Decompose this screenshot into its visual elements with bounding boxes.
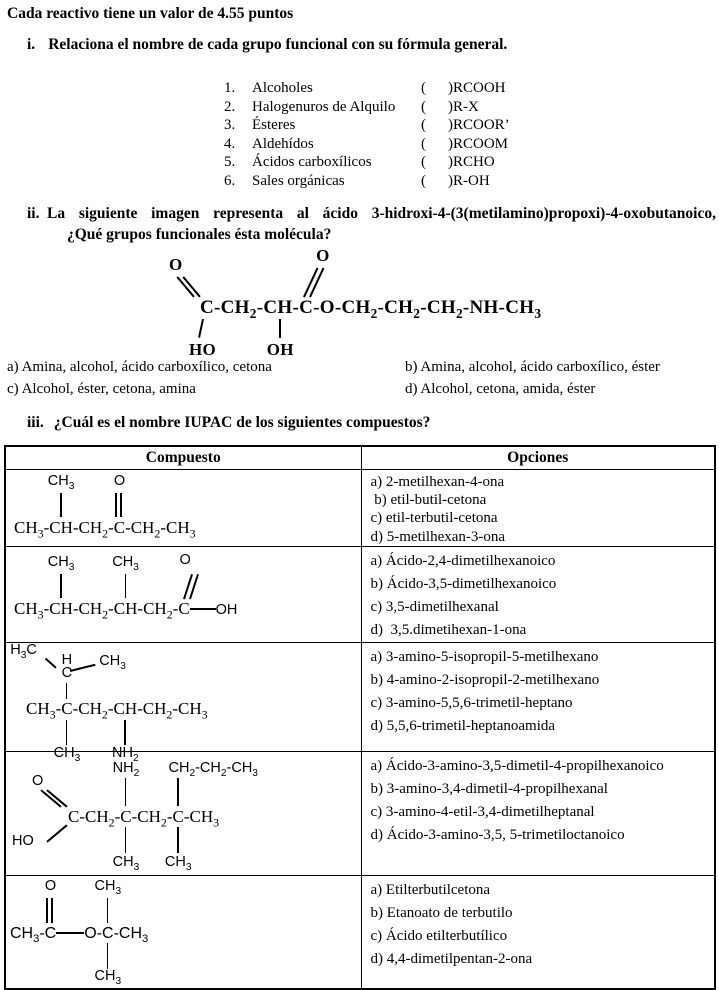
q2-option-c[interactable]: c) Alcohol, éster, cetona, amina xyxy=(7,381,196,397)
bond xyxy=(125,574,127,598)
option[interactable]: b) Etanoato de terbutilo xyxy=(370,904,513,921)
q2-prompt-line2: ¿Qué grupos funcionales ésta molécula? xyxy=(67,226,332,243)
option[interactable]: a) Ácido-3-amino-3,5-dimetil-4-propilhexanoico xyxy=(370,757,664,774)
amine-label: $NH_2$ xyxy=(112,744,139,764)
table-header-row xyxy=(5,446,715,470)
q1-number: i. xyxy=(27,36,36,53)
q2-molecule xyxy=(160,243,620,357)
q1-heading xyxy=(27,36,507,54)
atom-ch xyxy=(47,473,75,538)
formula-segment: C xyxy=(102,924,114,942)
atom-c2 xyxy=(299,246,330,318)
compound-3-structure xyxy=(10,641,208,764)
match-formula: )RCOOM xyxy=(448,135,509,152)
match-number: 6. xyxy=(224,172,236,189)
answer-blank[interactable]: ( xyxy=(421,172,426,189)
q2-prompt-line1: La siguiente imagen representa al ácido 3-hidroxi-4-(3(metilamino)propoxi)-4-oxobutanoico, xyxy=(47,205,716,222)
ho-label: HO xyxy=(12,832,34,849)
q2-option-d[interactable]: d) Alcohol, cetona, amida, éster xyxy=(405,381,596,397)
match-name: Aldehídos xyxy=(252,135,314,152)
bond xyxy=(66,683,68,699)
formula-segment: $-CH_2-$ xyxy=(72,698,114,722)
q1-prompt: Relaciona el nombre de cada grupo funcional con su fórmula general. xyxy=(48,36,508,53)
formula-segment: $-CH_3$ xyxy=(183,806,220,830)
methyl-label: $CH_3$ xyxy=(112,853,140,873)
match-number: 2. xyxy=(224,98,236,115)
isopropyl-c-label: C xyxy=(61,664,73,681)
formula-segment: - xyxy=(292,297,300,318)
methyl-label: $CH_3$ xyxy=(164,853,192,873)
compound-cell-2 xyxy=(5,546,361,642)
answer-blank[interactable]: ( xyxy=(421,98,426,115)
page-title: Cada reactivo tiene un valor de 4.55 puntos xyxy=(7,5,294,22)
q3-number: iii. xyxy=(27,414,44,431)
table-row xyxy=(5,470,715,547)
atom-ch xyxy=(263,297,294,359)
o-label: O xyxy=(113,473,126,489)
bond xyxy=(51,898,53,923)
formula-segment: C xyxy=(61,698,73,718)
bond xyxy=(66,720,68,745)
atom-ch xyxy=(112,553,139,619)
o-label: O xyxy=(179,551,191,568)
option[interactable]: a) 2-metilhexan-4-ona xyxy=(370,474,505,490)
bond xyxy=(70,664,96,672)
methyl-label: $CH_3$ xyxy=(47,553,75,573)
q3-heading xyxy=(27,414,430,432)
formula-segment: C xyxy=(200,297,215,318)
formula-segment: $CH_3-$ xyxy=(26,698,62,722)
q2-number: ii. xyxy=(27,205,40,222)
options-cell-3 xyxy=(361,642,715,751)
q2-option-a[interactable]: a) Amina, alcohol, ácido carboxílico, cetona xyxy=(7,359,272,375)
match-name: Alcoholes xyxy=(252,80,313,96)
formula-segment: C xyxy=(172,806,184,826)
bond xyxy=(279,319,281,338)
bond xyxy=(107,943,109,969)
match-row xyxy=(224,98,510,117)
formula-segment: C xyxy=(113,518,126,537)
formula-segment: $-CH_2-CH_3$ xyxy=(137,698,208,722)
formula-segment: O- xyxy=(84,924,103,942)
formula-segment: $-CH_2-$ xyxy=(72,518,114,541)
formula-segment: $-O-CH_2-CH_2-CH_2-NH-CH_3$ xyxy=(313,297,542,321)
propyl-label: $CH_2-CH_2-CH_3$ xyxy=(168,759,258,779)
atom-c xyxy=(44,877,57,944)
compound-1-structure xyxy=(14,473,196,543)
atom-c xyxy=(178,551,191,619)
match-row xyxy=(224,153,510,172)
methyl-label: $CH_3$ xyxy=(53,744,81,764)
compound-2-structure xyxy=(14,551,238,624)
compound-cell-1 xyxy=(5,470,361,547)
iupac-table xyxy=(4,445,716,990)
h-label: H xyxy=(61,651,73,668)
match-formula: )R-OH xyxy=(448,172,490,189)
formula-segment: CH xyxy=(113,598,138,618)
bond xyxy=(60,574,62,598)
match-name: Halogenuros de Alquilo xyxy=(252,98,396,115)
formula-segment: $CH_3-$ xyxy=(14,598,50,622)
option[interactable]: b) 4-amino-2-isopropil-2-metilhexano xyxy=(370,671,600,688)
option[interactable]: d) 4,4-dimetilpentan-2-ona xyxy=(370,950,533,967)
oh-label: OH xyxy=(215,601,238,618)
formula-segment: $-CH_2-$ xyxy=(214,297,264,321)
bond xyxy=(124,720,126,745)
option[interactable]: c) 3-amino-5,5,6-trimetil-heptano xyxy=(370,694,573,711)
formula-segment: C xyxy=(178,598,190,618)
option[interactable]: d) 5,5,6-trimetil-heptanoamida xyxy=(370,717,556,734)
compound-cell-3 xyxy=(5,641,361,764)
formula-segment: CH xyxy=(49,598,73,618)
methyl-label: $CH_3$ xyxy=(94,877,122,897)
match-formula: )RCOOR’ xyxy=(448,117,510,134)
formula-segment: C xyxy=(68,806,80,826)
compound-cell-5 xyxy=(5,875,361,989)
match-row xyxy=(224,135,510,154)
formula-segment: C xyxy=(44,924,57,942)
formula-segment: CH xyxy=(113,698,138,718)
methyl-label: $CH_3$ xyxy=(47,473,75,492)
formula-segment: $CH_3-$ xyxy=(14,518,50,541)
options-cell-2 xyxy=(361,546,715,642)
answer-blank[interactable]: ( xyxy=(421,154,426,171)
option[interactable]: c) Ácido etilterbutílico xyxy=(370,927,508,944)
option[interactable]: b) etil-butil-cetona xyxy=(370,492,487,509)
match-name: Ésteres xyxy=(252,117,296,134)
options-cell-5 xyxy=(361,875,715,989)
bond xyxy=(125,778,127,806)
bond xyxy=(60,493,62,517)
option[interactable]: d) 3,5.dimetihexan-1-ona xyxy=(370,621,527,638)
match-name: Sales orgánicas xyxy=(252,172,345,189)
option[interactable]: c) etil-terbutil-cetona xyxy=(370,510,498,527)
table-row xyxy=(5,546,715,642)
bond xyxy=(115,493,117,517)
compound-5-structure xyxy=(10,877,149,987)
methyl-label: $CH_3$ xyxy=(99,652,126,672)
option[interactable]: c) 3,5-dimetilhexanal xyxy=(370,598,499,615)
formula-segment: $-CH_3$ xyxy=(113,924,149,945)
ho-label: HO xyxy=(189,340,217,359)
q2-option-b[interactable]: b) Amina, alcohol, ácido carboxílico, éster xyxy=(405,359,660,375)
matching-list xyxy=(224,79,510,191)
bond xyxy=(46,898,48,923)
compound-cell-4 xyxy=(5,751,361,875)
match-name: Ácidos carboxílicos xyxy=(252,154,372,171)
option[interactable]: d) 5-metilhexan-3-ona xyxy=(370,528,506,545)
match-number: 1. xyxy=(224,80,236,96)
bond xyxy=(177,827,179,853)
formula-segment: C xyxy=(299,297,314,318)
formula-segment: $-CH_2-$ xyxy=(137,598,179,622)
atom-ch xyxy=(112,698,139,764)
bond xyxy=(198,319,203,338)
table-row xyxy=(5,875,715,989)
o-label: O xyxy=(169,255,183,274)
bond xyxy=(120,493,122,517)
formula-segment: $-CH_2-$ xyxy=(131,806,173,830)
answer-blank[interactable]: ( xyxy=(421,80,426,96)
formula-segment: C xyxy=(120,806,132,826)
atom-c xyxy=(164,759,258,873)
bond xyxy=(125,827,127,853)
formula-segment: $-CH_2-$ xyxy=(72,598,114,622)
methyl-label: $CH_3$ xyxy=(94,967,122,987)
bond xyxy=(107,898,109,923)
bond xyxy=(45,658,56,668)
formula-segment: $-CH_2-CH_3$ xyxy=(125,518,196,541)
match-row xyxy=(224,172,510,191)
option[interactable]: d) Ácido-3-amino-3,5, 5-trimetiloctanoico xyxy=(370,826,625,843)
table-row xyxy=(5,751,715,875)
atom-c xyxy=(112,759,140,873)
atom-c xyxy=(113,473,126,538)
option[interactable]: a) Ácido-2,4-dimetilhexanoico xyxy=(370,552,556,569)
atom-c xyxy=(94,877,122,987)
formula-segment: $-CH_2-$ xyxy=(79,806,121,830)
match-row xyxy=(224,116,510,135)
o-label: O xyxy=(44,877,57,894)
match-number: 4. xyxy=(224,135,236,152)
match-number: 3. xyxy=(224,117,236,134)
o-label: O xyxy=(32,772,44,789)
methyl-label: $CH_3$ xyxy=(112,553,139,573)
bond xyxy=(309,268,324,298)
formula-segment: CH xyxy=(49,518,73,537)
option[interactable]: a) Etilterbutilcetona xyxy=(370,881,491,898)
option[interactable]: a) 3-amino-5-isopropil-5-metilhexano xyxy=(370,648,599,665)
option[interactable]: b) Ácido-3,5-dimetilhexanoico xyxy=(370,575,557,592)
option[interactable]: b) 3-amino-3,4-dimetil-4-propilhexanal xyxy=(370,780,608,797)
q3-prompt: ¿Cuál es el nombre IUPAC de los siguientes compuestos? xyxy=(53,414,431,431)
answer-blank[interactable]: ( xyxy=(421,117,426,134)
answer-blank[interactable]: ( xyxy=(421,135,426,152)
atom-c1 xyxy=(169,255,217,359)
bond xyxy=(190,608,216,610)
match-formula: )RCOOH xyxy=(448,80,506,96)
table-header-compuesto: Compuesto xyxy=(5,446,361,470)
oh-label: OH xyxy=(266,340,294,359)
match-number: 5. xyxy=(224,154,236,171)
match-row xyxy=(224,79,510,98)
bond xyxy=(56,932,84,934)
amine-label: $NH_2$ xyxy=(112,759,140,779)
q2-molecule-chain xyxy=(169,246,542,359)
formula-segment: CH xyxy=(263,297,293,318)
o-label: O xyxy=(316,246,330,265)
atom-ch xyxy=(47,553,75,619)
formula-segment: $CH_3-$ xyxy=(10,924,45,945)
atom-c xyxy=(12,772,80,849)
match-formula: )R-X xyxy=(448,98,479,115)
bond xyxy=(46,824,67,842)
compound-4-structure xyxy=(12,759,258,873)
options-cell-4 xyxy=(361,751,715,875)
option[interactable]: c) 3-amino-4-etil-3,4-dimetilheptanal xyxy=(370,803,595,820)
options-cell-1 xyxy=(361,470,715,547)
h3c-label: $H_3C$ xyxy=(10,641,37,661)
table-header-opciones: Opciones xyxy=(361,446,715,470)
bond xyxy=(177,778,179,806)
table-row xyxy=(5,642,715,751)
match-formula: )RCHO xyxy=(448,154,495,171)
